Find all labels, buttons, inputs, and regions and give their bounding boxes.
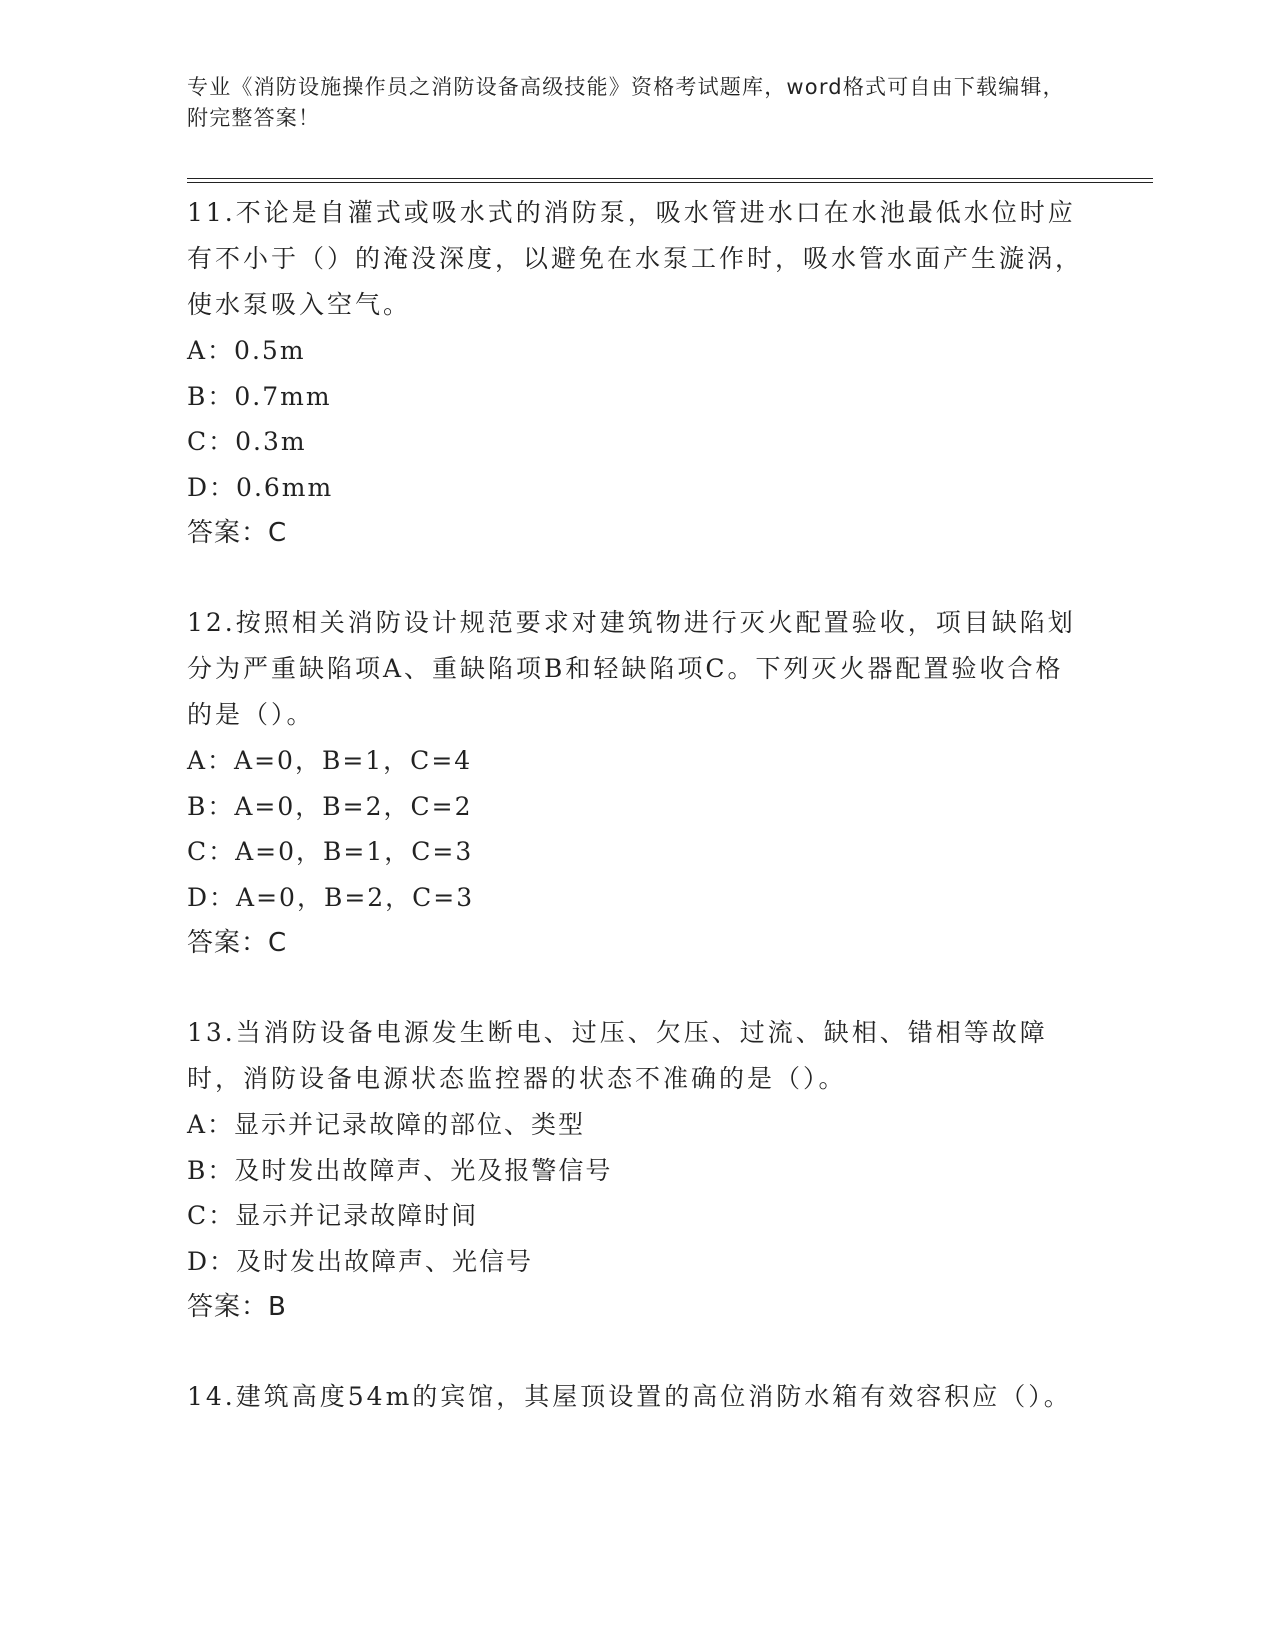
option-d: D：及时发出故障声、光信号: [187, 1246, 534, 1276]
question-13: [187, 1010, 1153, 1330]
option-b: B：0.7mm: [187, 381, 332, 411]
option-d: D：0.6mm: [187, 472, 334, 502]
option-d: D：A=0，B=2，C=3: [187, 882, 475, 912]
option-a: A：0.5m: [187, 336, 306, 365]
header-rule-top: [187, 178, 1153, 179]
document-header: 专业《消防设施操作员之消防设备高级技能》资格考试题库，word格式可自由下载编辑，附完整答案！: [187, 75, 1065, 130]
option-b: B：A=0，B=2，C=2: [187, 791, 473, 821]
header-rule-bottom: [187, 182, 1153, 183]
question-list: [187, 190, 1153, 1464]
question-14: [187, 1374, 1153, 1420]
option-c: C：显示并记录故障时间: [187, 1201, 479, 1230]
answer-line: 答案：B: [187, 1292, 287, 1322]
option-c: C：0.3m: [187, 427, 307, 456]
question-stem: 14.建筑高度54m的宾馆，其屋顶设置的高位消防水箱有效容积应（）。: [187, 1382, 1072, 1411]
document-page: [187, 72, 1153, 1411]
option-b: B：及时发出故障声、光及报警信号: [187, 1155, 613, 1185]
answer-line: 答案：C: [187, 928, 288, 958]
question-stem: 13.当消防设备电源发生断电、过压、欠压、过流、缺相、错相等故障时，消防设备电源状态监控器的状态不准确的是（）。: [187, 1018, 1048, 1093]
question-12: [187, 600, 1153, 966]
question-stem: 12.按照相关消防设计规范要求对建筑物进行灭火配置验收，项目缺陷划分为严重缺陷项A、重缺陷项B和轻缺陷项C。下列灭火器配置验收合格的是（）。: [187, 608, 1076, 729]
option-a: A：显示并记录故障的部位、类型: [187, 1110, 586, 1139]
option-a: A：A=0，B=1，C=4: [187, 746, 473, 775]
question-11: [187, 190, 1153, 556]
question-stem: 11.不论是自灌式或吸水式的消防泵，吸水管进水口在水池最低水位时应有不小于（）的淹没深度，以避免在水泵工作时，吸水管水面产生漩涡，使水泵吸入空气。: [187, 198, 1084, 319]
answer-line: 答案：C: [187, 518, 288, 548]
option-c: C：A=0，B=1，C=3: [187, 837, 474, 866]
